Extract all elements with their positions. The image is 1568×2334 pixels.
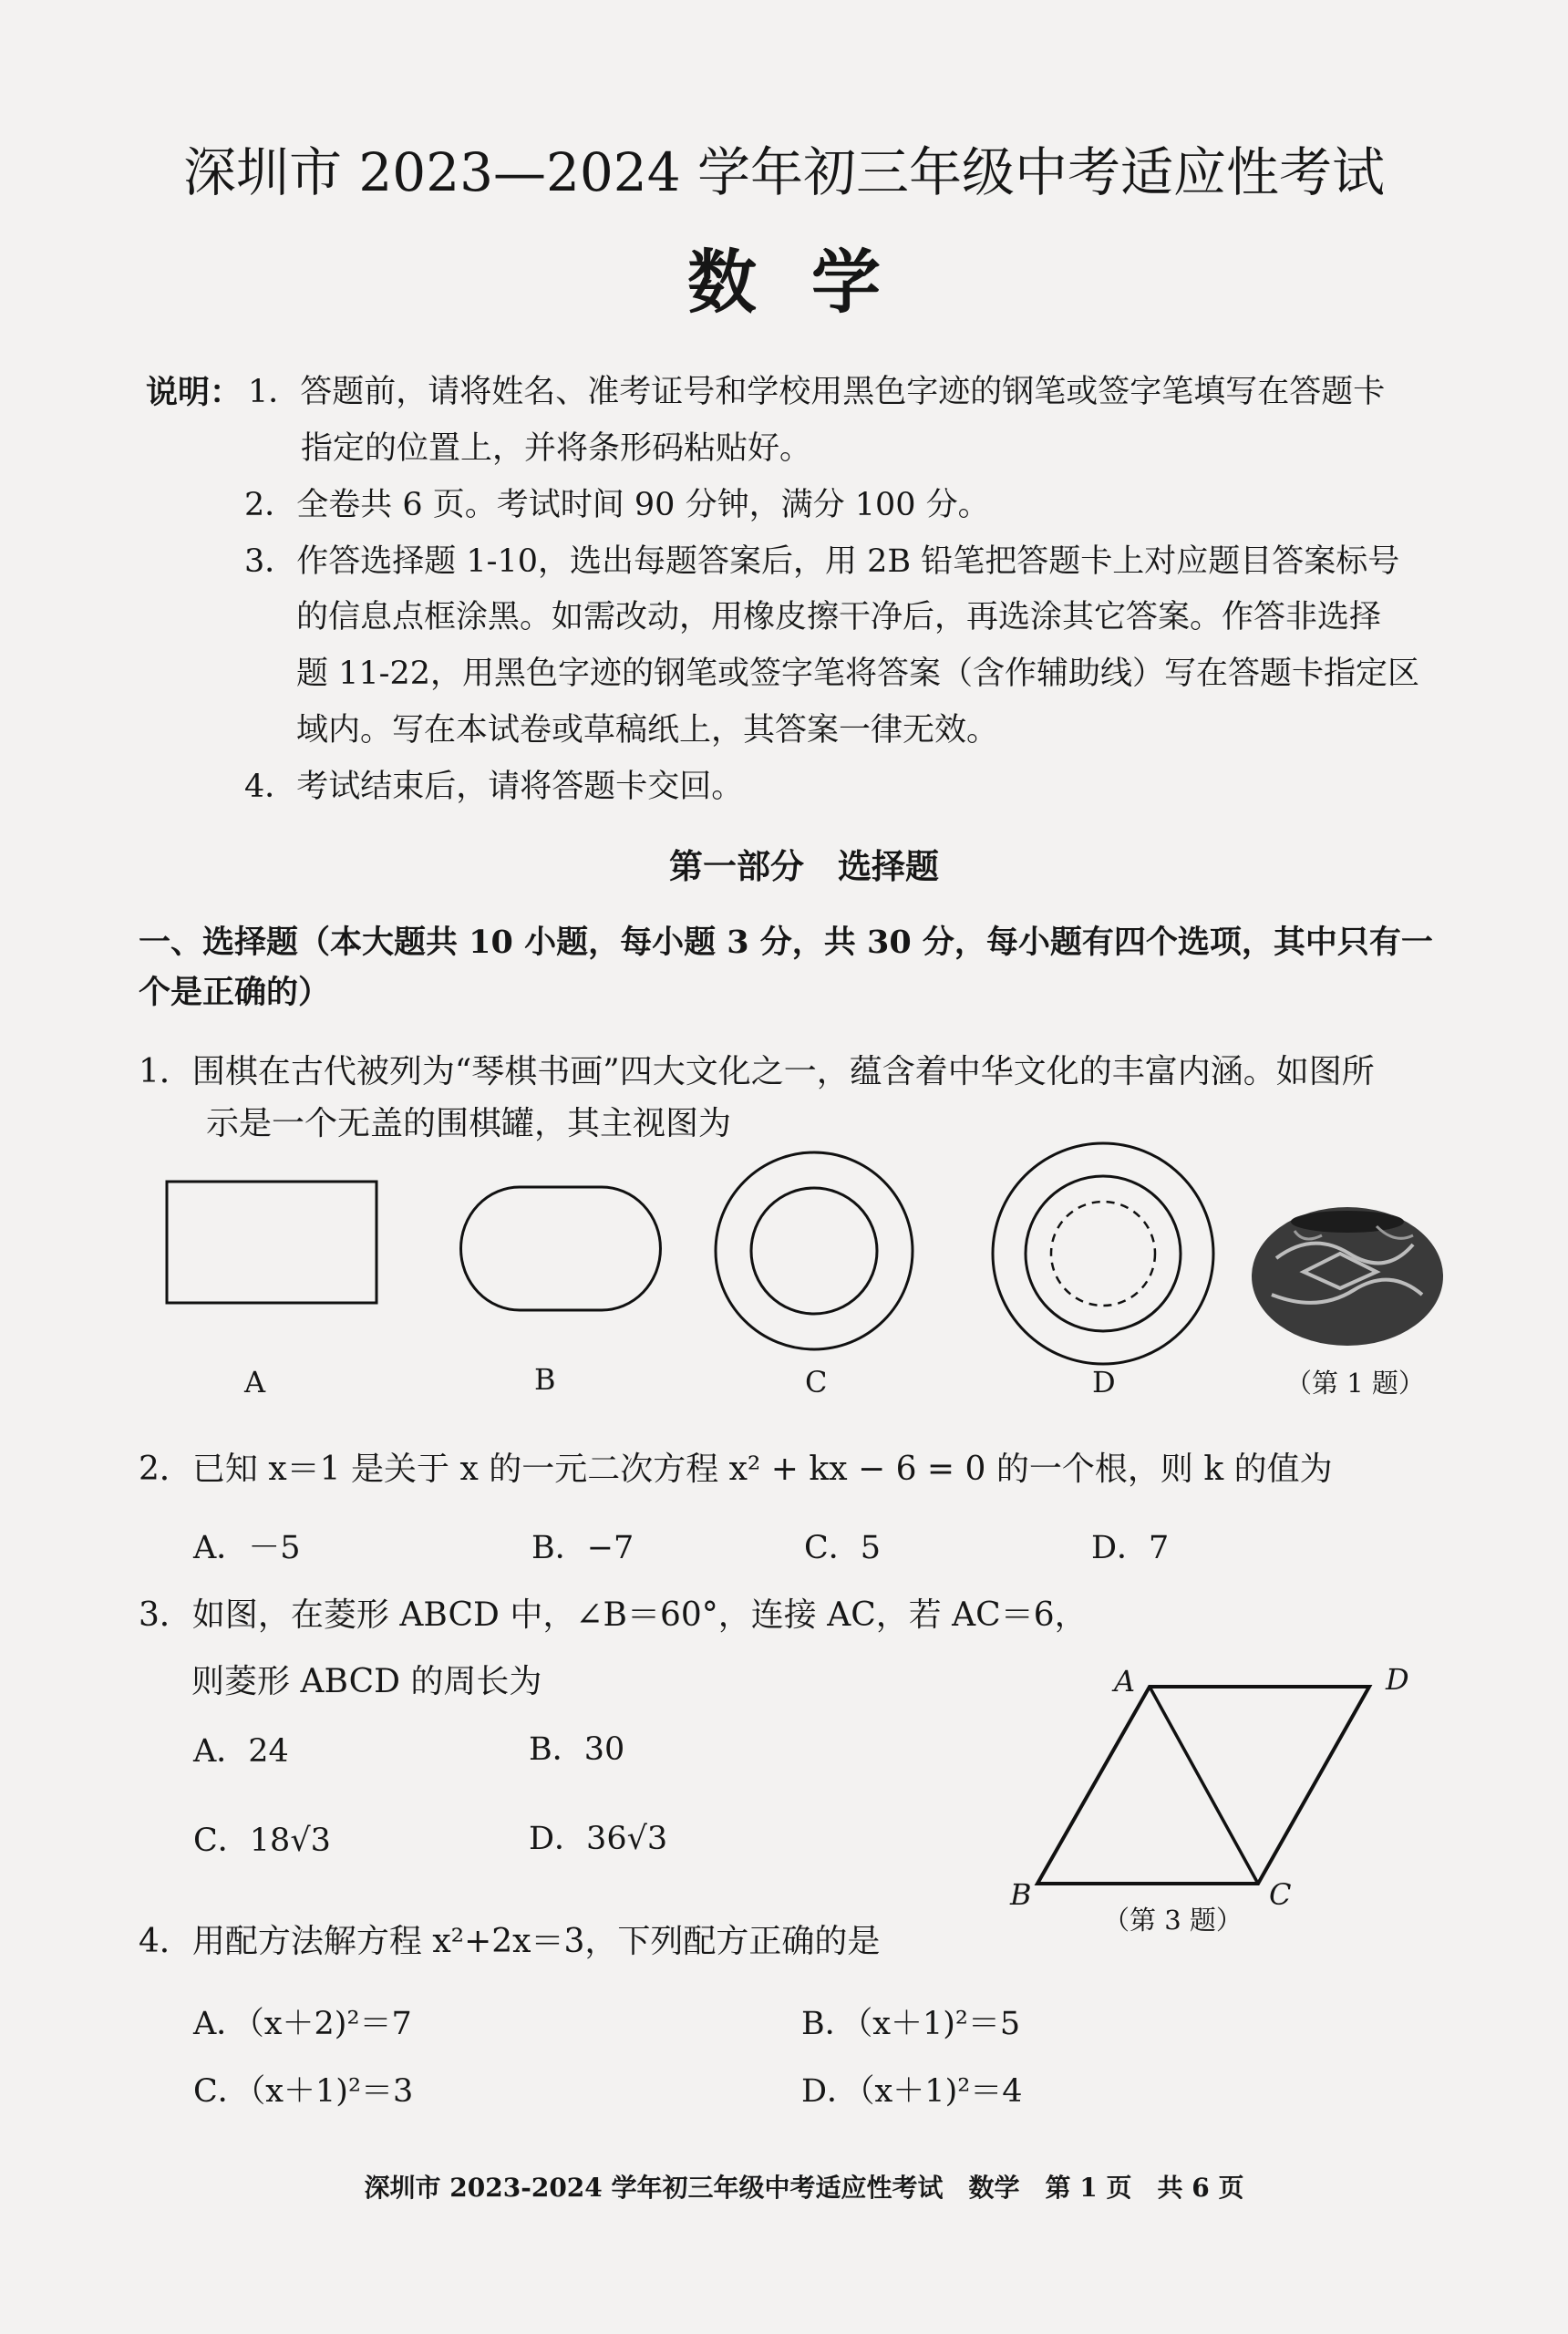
option-c-inner-circle xyxy=(751,1188,877,1314)
instruction-line: 4．考试结束后，请将答题卡交回。 xyxy=(244,769,744,805)
question-2-option-d: D．7 xyxy=(1091,1530,1170,1566)
vertex-d-label: D xyxy=(1386,1662,1409,1697)
page-footer: 深圳市 2023-2024 学年初三年级中考适应性考试 数学 第 1 页 共 6 页 xyxy=(364,2173,1244,2203)
question-1-text: 1．围棋在古代被列为“琴棋书画”四大文化之一，蕴含着中华文化的丰富内涵。如图所 xyxy=(139,1053,1375,1090)
diagonal-ac xyxy=(1150,1687,1258,1884)
option-a-rectangle xyxy=(167,1182,377,1303)
option-d-dashed-circle xyxy=(1051,1202,1155,1306)
question-4-option-d: D．（x＋1)²＝4 xyxy=(801,2073,1023,2110)
part-heading: 第一部分 选择题 xyxy=(669,846,939,886)
question-2-text: 2．已知 x＝1 是关于 x 的一元二次方程 x² + kx − 6 = 0 的一个根，则 k 的值为 xyxy=(139,1451,1333,1488)
question-4-option-a: A．（x＋2)²＝7 xyxy=(193,2006,412,2042)
subject-title: 数学 xyxy=(687,242,935,323)
instruction-line: 指定的位置上，并将条形码粘贴好。 xyxy=(301,430,812,467)
option-b-rounded-shape xyxy=(461,1187,661,1310)
instruction-line: 3．作答选择题 1-10，选出每题答案后，用 2B 铅笔把答题卡上对应题目答案标号 xyxy=(244,543,1400,580)
question-3-option-c: C．18√3 xyxy=(193,1823,331,1859)
question-3-text: 3．如图，在菱形 ABCD 中，∠B＝60°，连接 AC，若 AC＝6， xyxy=(139,1596,1088,1634)
figure-1-caption: （第 1 题） xyxy=(1285,1368,1425,1399)
question-3-option-b: B．30 xyxy=(529,1731,625,1768)
question-1-text: 示是一个无盖的围棋罐，其主视图为 xyxy=(206,1105,732,1142)
figure-label-b: B xyxy=(534,1362,556,1397)
option-c-outer-circle xyxy=(716,1152,913,1349)
instructions-label: 说明： xyxy=(146,374,242,411)
question-3-text: 则菱形 ABCD 的周长为 xyxy=(191,1663,542,1700)
instruction-line: 2．全卷共 6 页。考试时间 90 分钟，满分 100 分。 xyxy=(244,487,990,523)
section-heading-cont: 个是正确的） xyxy=(139,974,331,1011)
question-2-option-a: A．－5 xyxy=(193,1530,301,1566)
figure-3-caption: （第 3 题） xyxy=(1103,1905,1243,1936)
question-4-text: 4．用配方法解方程 x²+2x＝3，下列配方正确的是 xyxy=(139,1923,881,1960)
section-heading: 一、选择题（本大题共 10 小题，每小题 3 分，共 30 分，每小题有四个选项，其中只有一 xyxy=(139,924,1433,961)
figure-label-a: A xyxy=(244,1365,266,1399)
vertex-c-label: C xyxy=(1269,1877,1292,1912)
question-4-option-b: B．（x＋1)²＝5 xyxy=(801,2006,1021,2042)
figure-label-d: D xyxy=(1092,1365,1116,1399)
exam-title: 深圳市 2023—2024 学年初三年级中考适应性考试 xyxy=(182,141,1386,203)
go-jar-photo xyxy=(1252,1207,1443,1346)
vertex-a-label: A xyxy=(1114,1664,1136,1699)
figure-label-c: C xyxy=(805,1365,828,1399)
vertex-b-label: B xyxy=(1010,1877,1032,1912)
question-3-option-d: D．36√3 xyxy=(529,1821,668,1857)
question-4-option-c: C．（x＋1)²＝3 xyxy=(193,2073,414,2110)
question-3-option-a: A．24 xyxy=(193,1733,289,1770)
instruction-line: 的信息点框涂黑。如需改动，用橡皮擦干净后，再选涂其它答案。作答非选择 xyxy=(296,599,1382,635)
instruction-line: 1．答题前，请将姓名、准考证号和学校用黑色字迹的钢笔或签字笔填写在答题卡 xyxy=(248,374,1386,410)
question-2-option-b: B．−7 xyxy=(531,1530,634,1566)
instruction-line: 域内。写在本试卷或草稿纸上，其答案一律无效。 xyxy=(296,712,999,749)
instruction-line: 题 11-22，用黑色字迹的钢笔或签字笔将答案（含作辅助线）写在答题卡指定区 xyxy=(296,656,1420,692)
option-d-middle-circle xyxy=(1026,1176,1181,1331)
question-2-option-c: C．5 xyxy=(804,1530,882,1566)
